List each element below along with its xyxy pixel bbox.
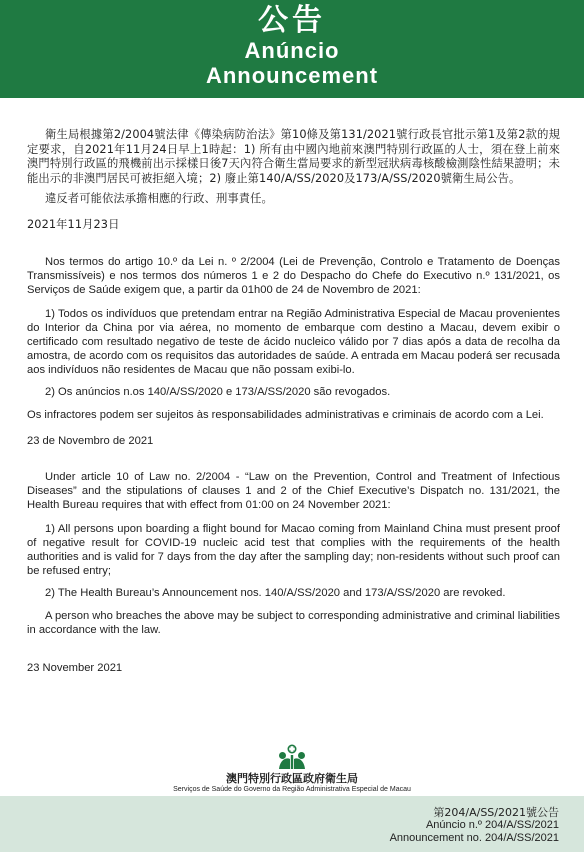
department-name-portuguese: Serviços de Saúde do Governo da Região Administrativa Especial de Macau: [173, 786, 411, 793]
pt-paragraph-warning: Os infractores podem ser sujeitos às responsabilidades administrativas e criminais de acordo com a Lei.: [27, 408, 544, 421]
announcement-body: [27, 128, 560, 675]
en-paragraph-item1: 1) All persons upon boarding a flight bound for Macao coming from Mainland China must present proof of negative result for COVID-19 nucleic acid test that complies with the requirements of the health authorities and is valid for 7 days from the day after the sampling day; non-residents without such proof can be refused entry;: [27, 522, 560, 577]
title-chinese: 公告: [258, 3, 326, 38]
en-paragraph-item2: 2) The Health Bureau’s Announcement nos. 140/A/SS/2020 and 173/A/SS/2020 are revoked.: [45, 586, 506, 599]
zh-paragraph-main: 衛生局根據第2/2004號法律《傳染病防治法》第10條及第131/2021號行政長官批示第1及第2款的規定要求，自2021年11月24日早上1時起：1) 所有由中國內地前來澳門特別行政區的人士，須在登上前來澳門特別行政區的飛機前出示採樣日後7天內符合衛生當局要求的新型冠狀病毒核酸檢測陰性結果證明；未能出示的非澳門居民可被拒絕入境；2) 廢止第140/A/SS/2020及173/A/SS/2020號衛生局公告。: [27, 128, 560, 185]
pt-paragraph-item1: 1) Todos os indivíduos que pretendam entrar na Região Administrativa Especial de Macau provenientes do Interior da China por via aérea, no momento de embarque com destino a Macau, devem exibir o certificado com resultado negativo de teste de ácido nucleico válido por 7 dias após a data de recolha da amostra, de acordo com os requisitos das autoridades de saúde. A entrada em Macau poderá ser recusada aos indivíduos não residentes de Macau que não possam exibi-lo.: [27, 307, 560, 376]
en-date: 23 November 2021: [27, 661, 123, 674]
announcement-header: [0, 0, 584, 98]
reference-portuguese: Anúncio n.º 204/A/SS/2021: [425, 819, 559, 832]
reference-chinese: 第204/A/SS/2021號公告: [433, 806, 559, 819]
zh-date: 2021年11月23日: [27, 217, 120, 231]
health-bureau-logo-icon: [277, 744, 307, 770]
reference-english: Announcement no. 204/A/SS/2021: [389, 831, 559, 844]
en-paragraph-intro: Under article 10 of Law no. 2/2004 - “Law on the Prevention, Control and Treatment of Infectious Diseases” and the stipulations of clauses 1 and 2 of the Chief Executive’s Dispatch no. 131/2021, the Health Bureau requires that with effect from 01:00 on 24 November 2021:: [27, 470, 560, 511]
title-portuguese: Anúncio: [244, 38, 340, 63]
department-signature: [0, 744, 584, 794]
pt-paragraph-item2: 2) Os anúncios n.os 140/A/SS/2020 e 173/A/SS/2020 são revogados.: [45, 385, 391, 398]
en-paragraph-warning: A person who breaches the above may be subject to corresponding administrative and criminal liabilities in accordance with the law.: [27, 609, 560, 636]
reference-footer: [0, 796, 584, 852]
pt-date: 23 de Novembro de 2021: [27, 434, 154, 447]
title-english: Announcement: [205, 63, 379, 88]
pt-paragraph-intro: Nos termos do artigo 10.º da Lei n. º 2/2004 (Lei de Prevenção, Controlo e Tratamento de Doenças Transmissíveis) e nos termos dos números 1 e 2 do Despacho do Chefe do Executivo n.º 131/2021, os Serviços de Saúde exigem que, a partir da 01h00 de 24 de Novembro de 2021:: [27, 255, 560, 296]
zh-paragraph-warning: 違反者可能依法承擔相應的行政、刑事責任。: [45, 192, 273, 206]
reference-numbers: [390, 807, 559, 844]
department-name-chinese: 澳門特別行政區政府衛生局: [226, 772, 358, 785]
